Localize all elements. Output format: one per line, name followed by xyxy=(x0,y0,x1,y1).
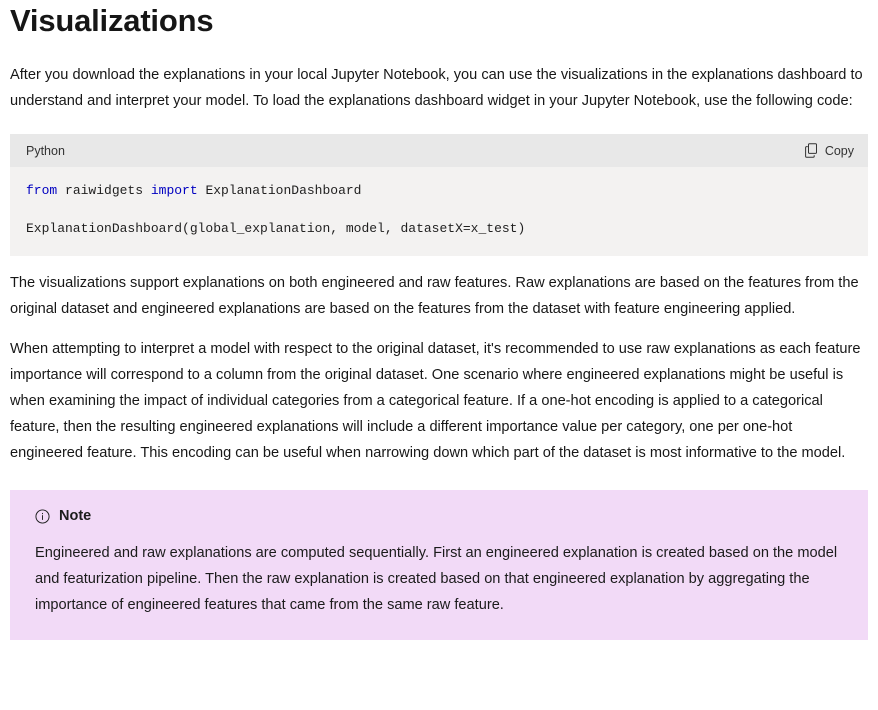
code-line-2: ExplanationDashboard(global_explanation, model, datasetX=x_test) xyxy=(26,221,526,236)
note-header xyxy=(35,508,846,524)
code-line-1 xyxy=(26,181,852,200)
code-module-name: raiwidgets xyxy=(57,183,151,198)
copy-button-label: Copy xyxy=(824,143,854,158)
note-label: Note xyxy=(59,508,92,524)
info-circle-icon xyxy=(35,509,50,524)
code-imported-name: ExplanationDashboard xyxy=(197,183,362,198)
intro-paragraph: After you download the explanations in your local Jupyter Notebook, you can use the visualizations in the explanations dashboard to understand and interpret your model. To load the explanations dashboard widget in your Jupyter Notebook, use the following code: xyxy=(10,67,863,109)
code-line-blank xyxy=(26,200,852,219)
note-callout xyxy=(10,490,868,640)
code-content[interactable] xyxy=(10,167,868,256)
code-keyword-import: import xyxy=(150,183,198,198)
code-language-label: Python xyxy=(26,143,65,158)
code-keyword-from: from xyxy=(26,183,58,198)
page-title: Visualizations xyxy=(10,3,214,38)
paragraph-interpretation: When attempting to interpret a model with respect to the original dataset, it's recommended to use raw explanations as each feature importance will correspond to a column from the original dataset. One scenario where engineered explanations might be useful is when examining the impact of individual categories from a categorical feature. If a one-hot encoding is applied to a categorical feature, then the resulting engineered explanations will include a different importance value per category, one per one-hot engineered feature. This encoding can be useful when narrowing down which part of the dataset is most informative to the model. xyxy=(10,341,861,461)
copy-icon xyxy=(805,143,819,158)
note-text: Engineered and raw explanations are computed sequentially. First an engineered explanation is created based on the model and featurization pipeline. Then the raw explanation is created based on that engineered explanation by aggregating the importance of engineered features that came from the same raw feature. xyxy=(35,545,838,613)
code-block-header xyxy=(10,134,868,167)
code-block xyxy=(10,134,868,256)
copy-code-button[interactable] xyxy=(805,143,854,158)
paragraph-raw-vs-engineered: The visualizations support explanations on both engineered and raw features. Raw explanations are based on the features from the original dataset and engineered explanations are based on the features from the dataset with feature engineering applied. xyxy=(10,275,859,317)
